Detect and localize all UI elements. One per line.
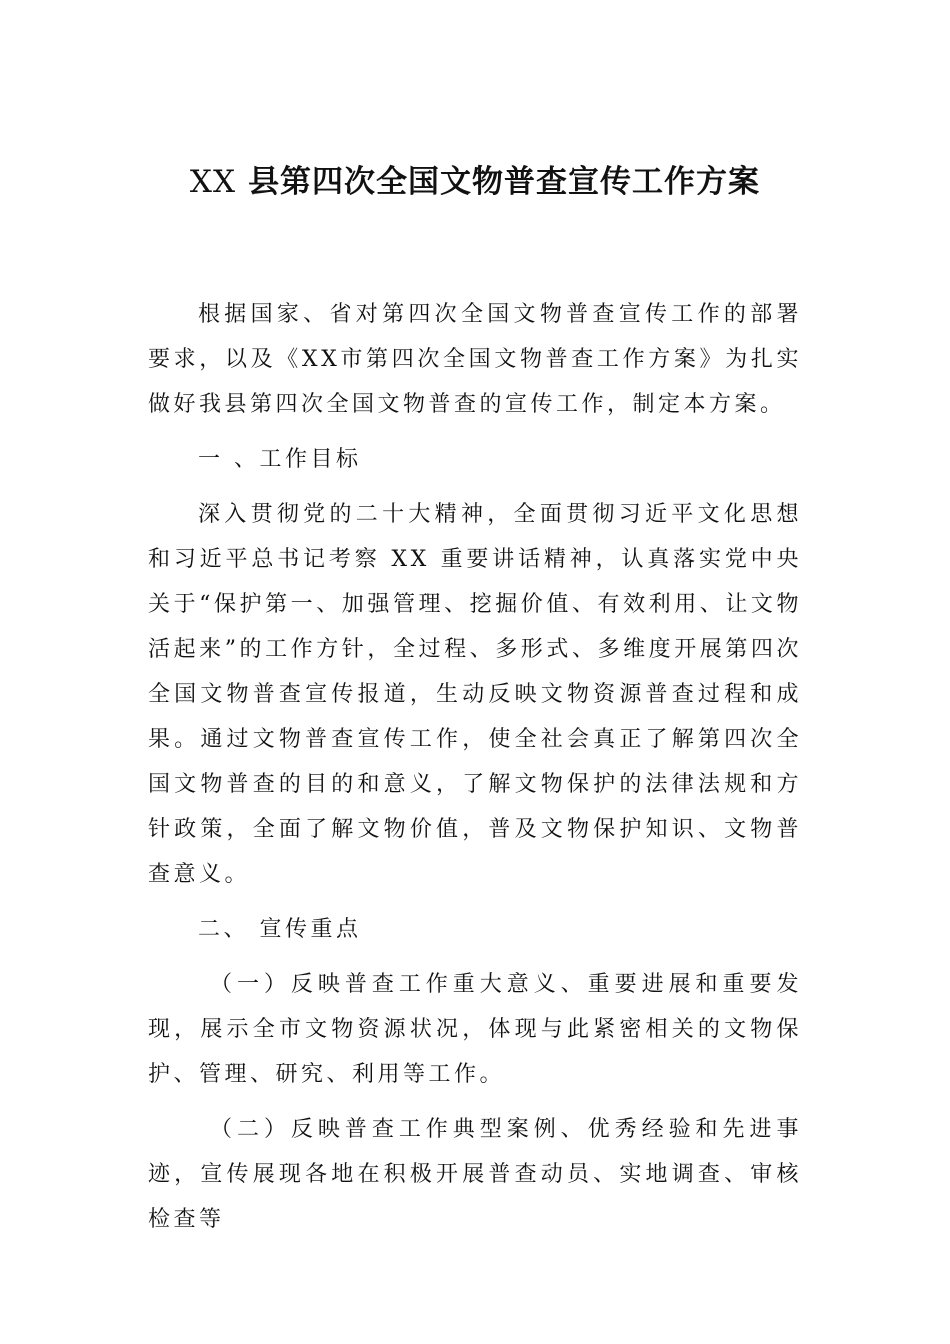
section-heading-focus: 二、 宣传重点 [198, 917, 362, 942]
focus-item-1: （一）反映普查工作重大意义、重要进展和重要发现，展示全市文物资源状况，体现与此紧密相关的文物保护、管理、研究、利用等工作。 [148, 972, 802, 1087]
document-body [148, 292, 802, 1252]
intro-paragraph: 根据国家、省对第四次全国文物普查宣传工作的部署要求，以及《XX市第四次全国文物普查工作方案》为扎实做好我县第四次全国文物普查的宣传工作，制定本方案。 [148, 302, 802, 417]
title-prefix: XX [189, 164, 237, 200]
document-title [0, 160, 950, 204]
focus-item-2: （二）反映普查工作典型案例、优秀经验和先进事迹，宣传展现各地在积极开展普查动员、实地调查、审核检查等 [148, 1117, 802, 1232]
title-main: 县第四次全国文物普查宣传工作方案 [248, 164, 761, 200]
section-heading-goals: 一 、工作目标 [198, 447, 362, 472]
goals-paragraph: 深入贯彻党的二十大精神，全面贯彻习近平文化思想和习近平总书记考察 XX 重要讲话精神，认真落实党中央关于“保护第一、加强管理、挖掘价值、有效利用、让文物活起来”的工作方针，全过程、多形式、多维度开展第四次全国文物普查宣传报道，生动反映文物资源普查过程和成果。通过文物普查宣传工作，使全社会真正了解第四次全国文物普查的目的和意义，了解文物保护的法律法规和方针政策，全面了解文物价值，普及文物保护知识、文物普查意义。 [148, 502, 802, 887]
